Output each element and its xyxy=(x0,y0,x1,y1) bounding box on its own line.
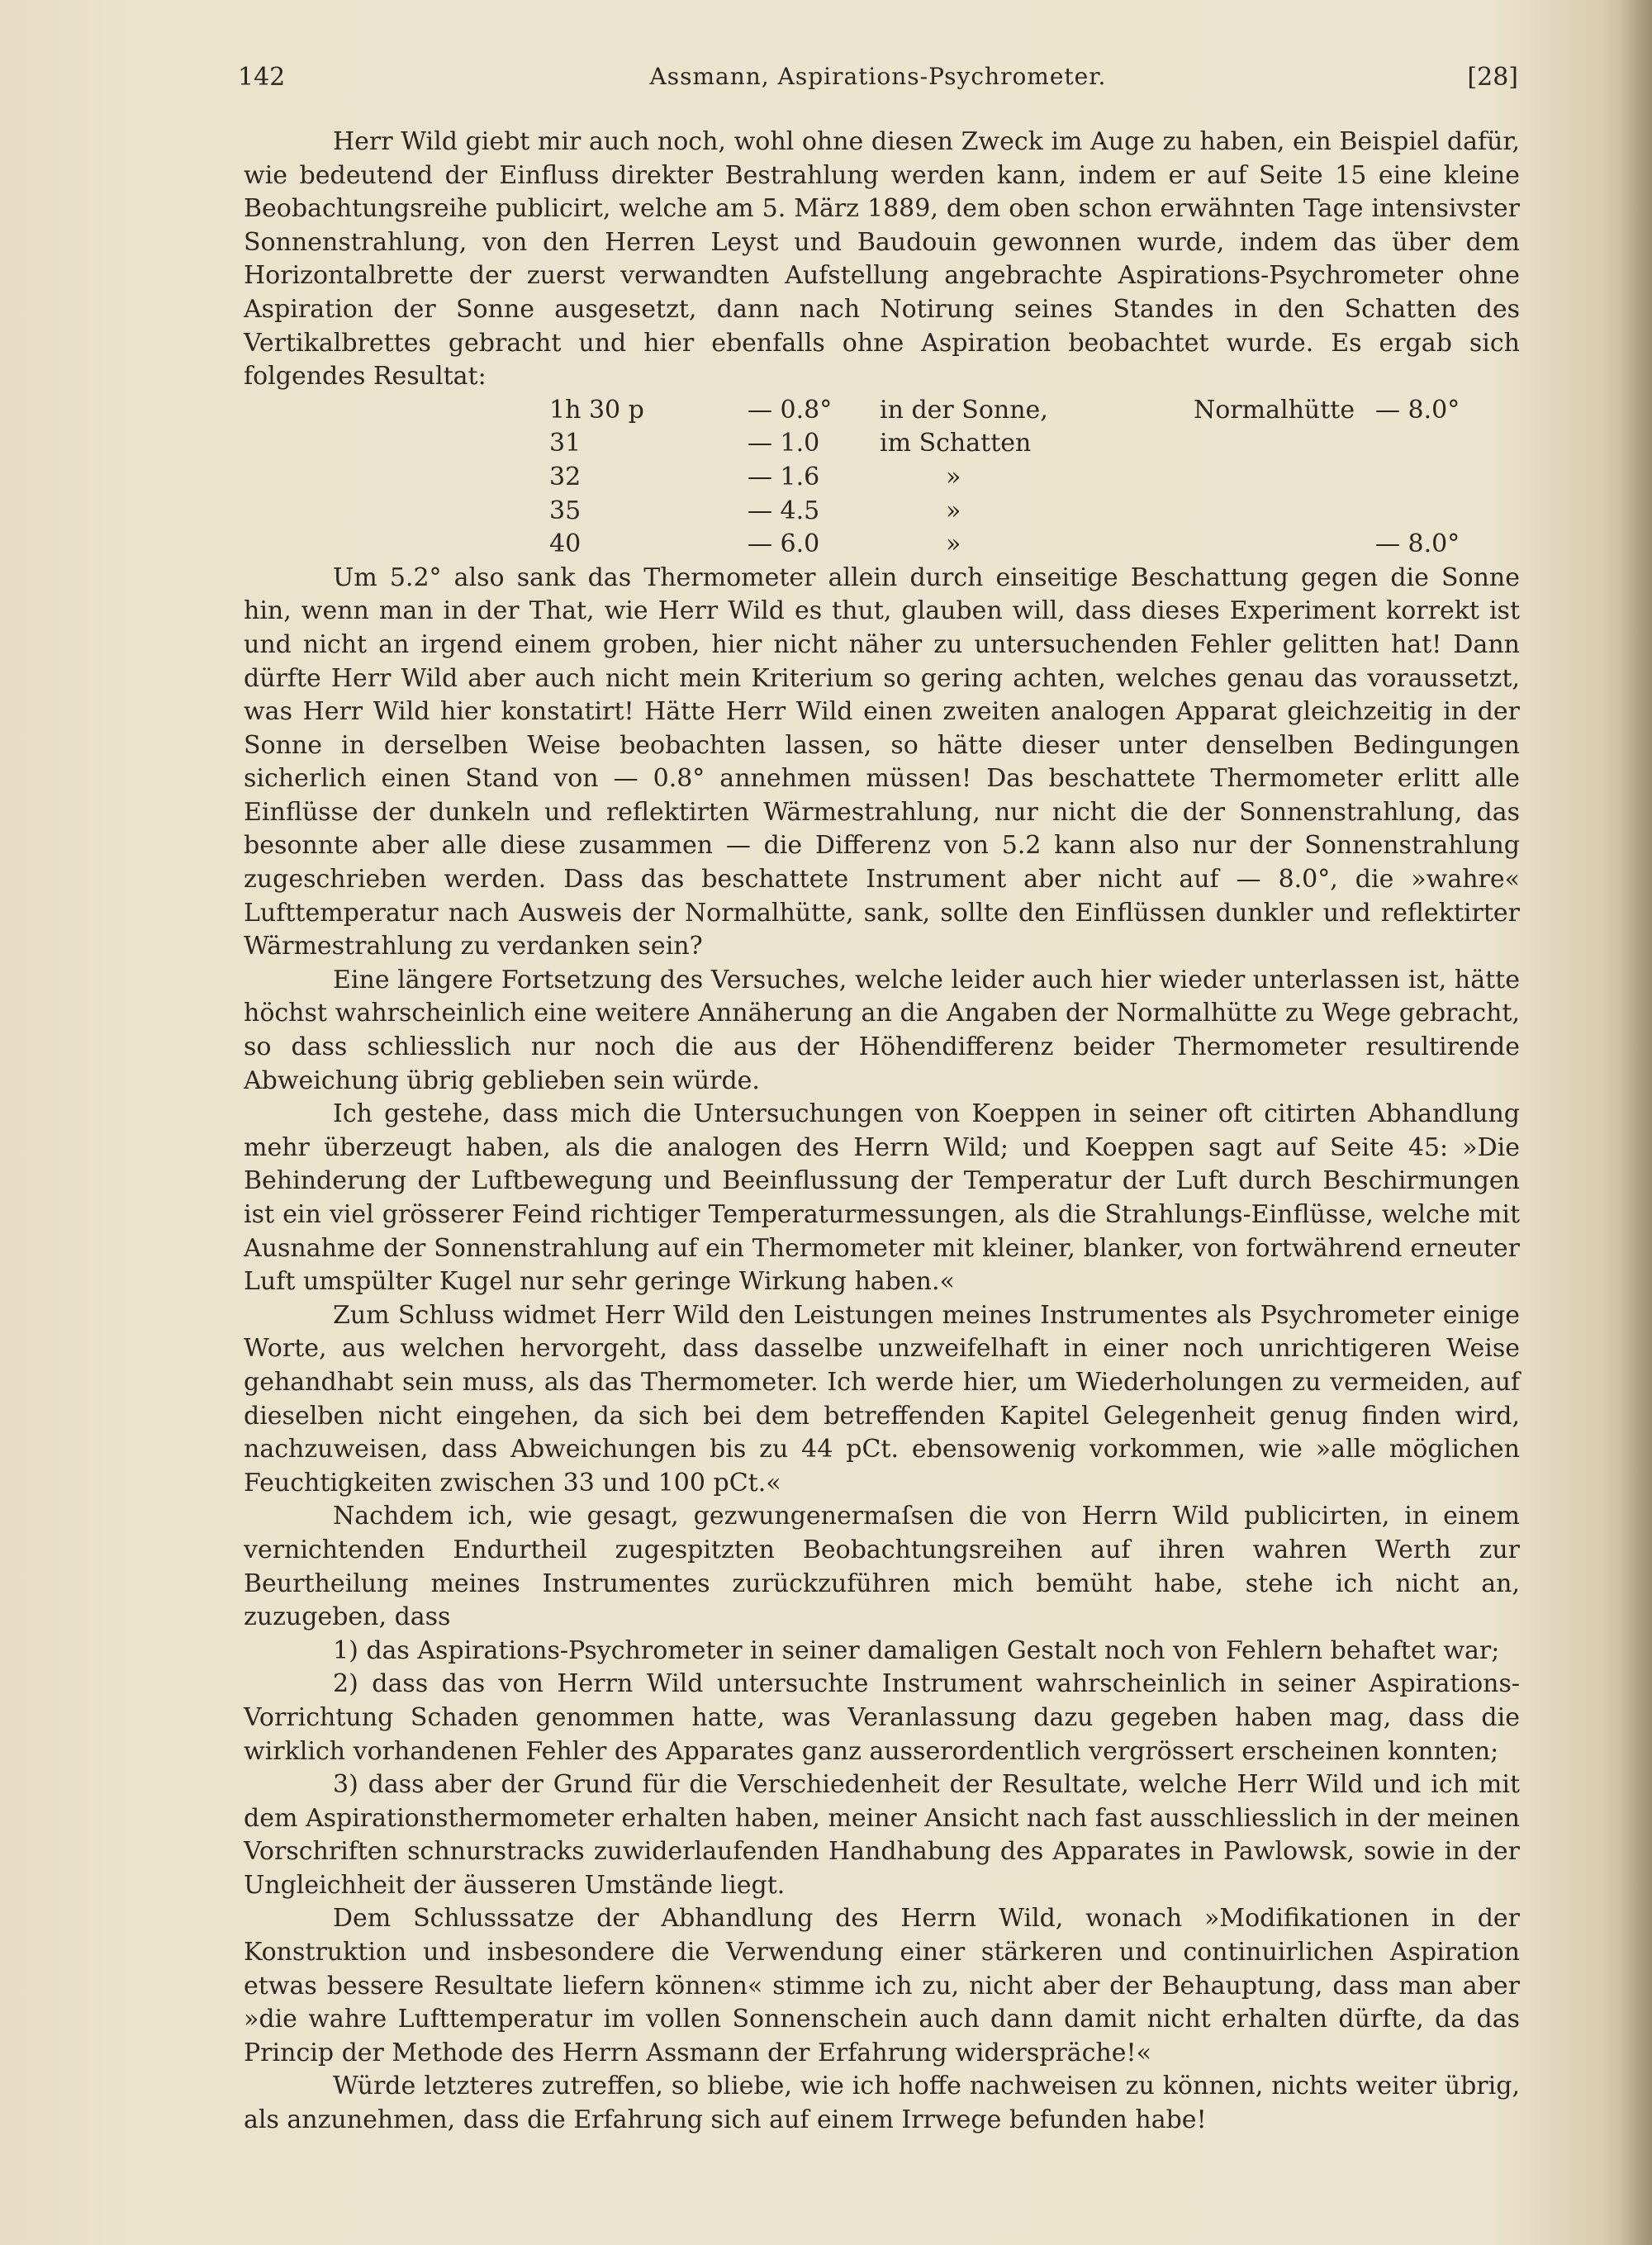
table-row xyxy=(549,394,1499,428)
minute-cell: 30 p xyxy=(588,395,644,425)
table-row xyxy=(549,528,1499,562)
time-cell xyxy=(549,528,690,562)
paragraph-7: Dem Schlusssatze der Abhandlung des Herrn Wild, wonach »Modifikationen in der Konstruktion und insbesondere die Verwendung einer stärkeren und continuirlichen Aspiration etwas bessere Resultate liefern können« stimme ich zu, nicht aber der Behauptung, dass man aber »die wahre Lufttemperatur im vollen Sonnenschein auch dann damit nicht erhalten dürfte, da das Princip der Methode des Herrn Assmann der Erfahrung widerspräche!« xyxy=(244,1904,1520,2067)
condition-cell: » xyxy=(946,496,961,525)
minute-cell: 31 xyxy=(549,429,582,458)
paragraph-2: Um 5.2° also sank das Thermometer allein durch einseitige Beschattung gegen die Sonne hin, wenn man in der That, wie Herr Wild es thut, glauben will, dass dieses Experiment korrekt ist und nicht an irgend einem groben, hier nicht näher zu untersuchenden Fehler gelitten hat! Dann dürfte Herr Wild aber auch nicht mein Kriterium so gering achten, welches genau das voraussetzt, was Herr Wild hier konstatirt! Hätte Herr Wild einen zweiten analogen Apparat gleichzeitig in der Sonne in derselben Weise beobachten lassen, so hätte dieser unter denselben Bedingungen sicherlich einen Stand von — 0.8° annehmen müssen! Das beschattete Thermometer erlitt alle Einflüsse der dunkeln und reflektirten Wärmestrahlung, nur nicht die der Sonnenstrahlung, das besonnte aber alle diese zusammen — die Differenz von 5.2 kann also nur der Sonnenstrahlung zugeschrieben werden. Dass das beschattete Instrument aber nicht auf — 8.0°, die »wahre« Lufttemperatur nach Ausweis der Normalhütte, sank, sollte den Einflüssen dunkler und reflektirter Wärmestrahlung zu verdanken sein? xyxy=(244,562,1520,961)
list-item-3: 3) dass aber der Grund für die Verschiedenheit der Resultate, welche Herr Wild und ich mit dem Aspirationsthermometer erhalten haben, meiner Ansicht nach fast ausschliesslich in der meinen Vorschriften schnurstracks zuwiderlaufenden Handhabung des Apparates in Pawlowsk, sowie in der Ungleichheit der äusseren Umstände liegt. xyxy=(244,1770,1520,1900)
paragraph-6: Nachdem ich, wie gesagt, gezwungenermaſsen die von Herrn Wild publicirten, in einem vernichtenden Endurtheil zugespitzten Beobachtungsreihen auf ihren wahren Werth zur Beurtheilung meines Instrumentes zurückzuführen mich bemüht habe, stehe ich nicht an, zuzugeben, dass xyxy=(244,1502,1520,1632)
condition-cell: im Schatten xyxy=(880,429,1032,458)
reading-cell: — 6.0 xyxy=(748,529,820,559)
time-cell xyxy=(549,495,690,529)
hut-label-cell xyxy=(1194,427,1375,461)
paragraph-8: Würde letzteres zutreffen, so bliebe, wie ich hoffe nachweisen zu können, nichts weiter übrig, als anzunehmen, dass die Erfahrung sich auf einem Irrwege befunden habe! xyxy=(244,2072,1520,2135)
time-cell xyxy=(549,394,690,428)
page-header xyxy=(238,63,1518,99)
body-text xyxy=(244,126,1520,2138)
hut-label-cell xyxy=(1194,495,1375,529)
reading-cell: — 4.5 xyxy=(748,496,820,525)
hut-value-cell: — 8.0° xyxy=(1375,529,1460,559)
list-item-2: 2) dass das von Herrn Wild untersuchte Instrument wahrscheinlich in seiner Aspirations-Vorrichtung Schaden genommen hatte, was Veranlassung dazu gegeben haben mag, dass die wirklich vorhandenen Fehler des Apparates ganz ausserordentlich vergrössert erscheinen konnten; xyxy=(244,1669,1520,1766)
table-row xyxy=(549,461,1499,495)
results-table xyxy=(549,394,1499,562)
paragraph-5: Zum Schluss widmet Herr Wild den Leistungen meines Instrumentes als Psychrometer einige Worte, aus welchen hervorgeht, dass dasselbe unzweifelhaft in einer noch unrichtigeren Weise gehandhabt sein muss, als das Thermometer. Ich werde hier, um Wiederholungen zu vermeiden, auf dieselben nicht eingehen, da sich bei dem betreffenden Kapitel Gelegenheit genug finden wird, nachzuweisen, dass Abweichungen bis zu 44 pCt. ebensowenig vorkommen, wie »alle möglichen Feuchtigkeiten zwischen 33 und 100 pCt.« xyxy=(244,1300,1520,1497)
page-edge-shadow xyxy=(1619,0,1652,2245)
condition-cell: » xyxy=(946,529,961,559)
hut-label-cell: Normalhütte xyxy=(1194,395,1355,425)
hut-label-cell xyxy=(1194,461,1375,495)
reading-cell: — 1.0 xyxy=(748,429,820,458)
signature-mark: [28] xyxy=(1467,63,1518,92)
condition-cell: » xyxy=(946,462,961,491)
list-item-1: 1) das Aspirations-Psychrometer in seiner damaligen Gestalt noch von Fehlern behaftet war; xyxy=(333,1635,1500,1665)
running-title: Assmann, Aspirations-Psychrometer. xyxy=(649,63,1107,90)
time-cell xyxy=(549,427,690,461)
page-number: 142 xyxy=(238,63,286,92)
time-cell xyxy=(549,461,690,495)
minute-cell: 40 xyxy=(549,529,582,559)
paragraph-4: Ich gestehe, dass mich die Untersuchungen von Koeppen in seiner oft citirten Abhandlung mehr überzeugt haben, als die analogen des Herrn Wild; und Koeppen sagt auf Seite 45: »Die Behinderung der Luftbewegung und Beeinflussung der Temperatur der Luft durch Beschirmungen ist ein viel grösserer Feind richtiger Temperaturmessungen, als die Strahlungs-Einflüsse, welche mit Ausnahme der Sonnenstrahlung auf ein Thermometer mit kleiner, blanker, von fortwährend erneuter Luft umspülter Kugel nur sehr geringe Wirkung haben.« xyxy=(244,1099,1520,1297)
reading-cell: — 0.8° xyxy=(748,395,833,425)
reading-cell: — 1.6 xyxy=(748,462,820,491)
hut-value-cell xyxy=(1375,495,1499,529)
paragraph-3: Eine längere Fortsetzung des Versuches, welche leider auch hier wieder unterlassen ist, hätte höchst wahrscheinlich eine weitere Annäherung an die Angaben der Normalhütte zu Wege gebracht, so dass schliesslich nur noch die aus der Höhendifferenz beider Thermometer resultirende Abweichung übrig geblieben sein würde. xyxy=(244,965,1520,1095)
table-row xyxy=(549,495,1499,529)
hour-cell: 1h xyxy=(549,395,582,425)
paragraph-1: Herr Wild giebt mir auch noch, wohl ohne diesen Zweck im Auge zu haben, ein Beispiel dafür, wie bedeutend der Einfluss direkter Bestrahlung werden kann, indem er auf Seite 15 eine kleine Beobachtungsreihe publicirt, welche am 5. März 1889, dem oben schon erwähnten Tage intensivster Sonnenstrahlung, von den Herren Leyst und Baudouin gewonnen wurde, indem das über dem Horizontalbrette der zuerst verwandten Aufstellung angebrachte Aspirations-Psychrometer ohne Aspiration der Sonne ausgesetzt, dann nach Notirung seines Standes in den Schatten des Vertikalbrettes gebracht und hier ebenfalls ohne Aspiration beobachtet wurde. Es ergab sich folgendes Resultat: xyxy=(244,127,1520,392)
minute-cell: 35 xyxy=(549,496,582,525)
hut-value-cell xyxy=(1375,461,1499,495)
minute-cell: 32 xyxy=(549,462,582,491)
hut-label-cell xyxy=(1194,528,1375,562)
hut-value-cell: — 8.0° xyxy=(1375,395,1460,425)
condition-cell: in der Sonne, xyxy=(880,395,1048,425)
hut-value-cell xyxy=(1375,427,1499,461)
table-row xyxy=(549,427,1499,461)
